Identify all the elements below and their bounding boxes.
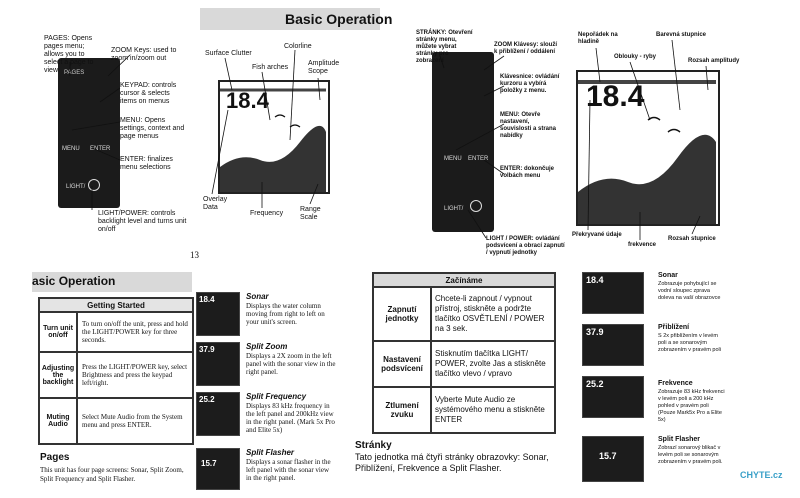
row-text-cz: Vyberte Mute Audio ze systémového menu a stiskněte ENTER [431,387,555,433]
feature-text: Displays 83 kHz frequency in the left panel and 200kHz view in the right panel. (Mark 5x Pro and Elite 5x) [246,402,335,434]
feature-text-cz: S 2x přiblížením v levém poli a se sonarovým zobrazením v pravém poli [658,333,721,353]
page-title: Basic Operation [285,11,393,27]
feature-thumb-value: 15.7 [201,459,217,468]
row-text-cz: Chcete-li zapnout / vypnout přístroj, stiskněte a podržte tlačítko OSVĚTLENÍ / POWER na 3 sek. [431,287,555,341]
klavesnice-label: Klávesnice: ovládání kurzoru a vybírá položky z menu. [500,74,560,94]
feature-thumb-value-cz: 25.2 [586,379,604,389]
stranky-label: STRÁNKY: Otevření stránky menu, můžete vybrat stránky pro zobrazení [416,30,473,64]
feature-thumb-cz [582,272,644,314]
pages-heading: Pages [40,452,70,463]
dev-enter-text-cz: ENTER [468,156,489,162]
row-text: Press the LIGHT/POWER key, select Brightness and press the keypad left/right. [77,352,193,398]
feature-text-cz: Zobrazuje pohybující se vodní sloupec zprava doleva na vaší obrazovce [658,281,721,301]
dev-light-text-cz: LIGHT/ [444,206,464,212]
dev-light-text: LIGHT/ [66,184,86,190]
feature-text: Displays the water column moving from right to left on your unit's screen. [246,302,325,326]
nepoladek-label: Nepořádek na hladině [578,32,618,45]
row-label: Muting Audio [39,398,77,444]
enter-label: ENTER: finalizes menu selections [120,156,173,171]
feature-text-cz: Zobrazuje 83 kHz frekvenci v levém poli a 200 kHz pohled v pravém poli (Pouze Mark5x Pro a Elite 5x) [658,389,725,423]
light-label: LIGHT/POWER: controls backlight level and turns unit on/off [98,210,187,233]
row-text-cz: Stisknutím tlačítka LIGHT/ POWER, zvolte Jas a stiskněte tlačítko vlevo / vpravo [431,341,555,387]
frekvence-label: frekvence [628,242,657,248]
feature-thumb-cz [582,376,644,418]
light-label-cz: LIGHT / POWER: ovládání podsvícení a obrací zapnutí / vypnutí jednotky [486,236,565,256]
feature-thumb-value: 18.4 [199,295,215,304]
feature-thumb-value: 25.2 [199,395,215,404]
surface-clutter-label: Surface Clutter [205,50,252,57]
row-label-cz: Ztlumení zvuku [373,387,431,433]
row-label-cz: Nastavení podsvícení [373,341,431,387]
overlay-data-label: Overlay Data [203,196,228,211]
row-label: Adjusting the backlight [39,352,77,398]
zaciname-table [372,272,556,434]
feature-thumb-value-cz: 15.7 [599,451,617,461]
feature-thumb-value: 37.9 [199,345,215,354]
dev-menu-text-cz: MENU [444,156,462,162]
feature-title-cz: Frekvence [658,380,693,387]
enter-label-cz: ENTER: dokončuje volbách menu [500,166,555,179]
amplitude-scope-label: Amplitude Scope [308,60,340,75]
range-scale-label: Range Scale [300,206,321,221]
dev-menu-text: MENU [62,146,80,152]
dev-enter-text: ENTER [90,146,111,152]
row-label-cz: Zapnutí jednotky [373,287,431,341]
feature-title-cz: Sonar [658,272,678,279]
depth-readout-cz: 18.4 [586,80,645,113]
dev-pages-text: PAGES [64,70,85,76]
fish-arches-label: Fish arches [252,64,289,71]
zoom-label: ZOOM Keys: used to zoom in/zoom out [111,47,177,62]
feature-text: Displays a 2X zoom in the left panel with the sonar view in the right panel. [246,352,336,376]
feature-thumb-cz [582,324,644,366]
prekryvane-label: Překryvané údaje [572,232,622,238]
rozsah-stupnice-label: Rozsah stupnice [668,236,716,242]
feature-title: Sonar [246,292,269,301]
feature-thumb [196,292,240,336]
rozsah-amplitudy-label: Rozsah amplitudy [688,58,740,64]
watermark-logo: CHYTE.cz [740,470,783,480]
menu-label-cz: MENU: Otevře nastavení, souvislosti a strana nabídky [500,112,557,139]
feature-thumb-cz [582,436,644,482]
feature-list-cz [582,272,730,492]
keypad-label: KEYPAD: controls cursor & selects items on menus [120,82,177,105]
row-text: To turn on/off the unit, press and hold the LIGHT/POWER key for three seconds. [77,312,193,352]
table-header: Getting Started [39,298,193,312]
pages-text: This unit has four page screens: Sonar, Split Zoom, Split Frequency and Split Flasher. [40,466,184,483]
feature-thumb [196,342,240,386]
feature-title: Split Flasher [246,448,295,457]
depth-readout: 18.4 [226,88,269,113]
oblouky-label: Oblouky - ryby [614,54,657,60]
bottom-left-title: asic Operation [32,274,116,288]
feature-text-cz: Zobrazí sonarový blikač v levém poli se sonarovým zobrazením v pravém poli. [658,445,723,465]
zoom-label-cz: ZOOM Klávesy: slouží k přiblížení / oddálení [494,42,558,55]
feature-title: Split Zoom [246,342,288,351]
feature-thumb-value-cz: 18.4 [586,275,604,285]
menu-label: MENU: Opens settings, context and page menus [120,117,185,140]
colorline-label: Colorline [284,43,312,50]
feature-thumb [196,392,240,436]
pages-label: PAGES: Opens pages menu; allows you to select a page to view [44,35,94,74]
feature-title: Split Frequency [246,392,307,401]
getting-started-table [38,297,194,445]
feature-thumb-value-cz: 37.9 [586,327,604,337]
feature-list-en [196,292,336,492]
stranky-text: Tato jednotka má čtyři stránky obrazovky: Sonar, Přiblížení, Frekvence a Split Flasher. [355,452,549,473]
page-number: 13 [190,250,199,260]
feature-title-cz: Přiblížení [658,324,690,331]
feature-thumb [196,448,240,490]
frequency-label: Frequency [250,210,284,217]
stranky-heading: Stránky [355,440,392,451]
row-label: Turn unit on/off [39,312,77,352]
table-header-cz: Začínáme [373,273,555,287]
barevna-label: Barevná stupnice [656,32,707,38]
feature-text: Displays a sonar flasher in the left panel with the sonar view in the right panel. [246,458,331,482]
feature-title-cz: Split Flasher [658,436,701,443]
row-text: Select Mute Audio from the System menu and press ENTER. [77,398,193,444]
